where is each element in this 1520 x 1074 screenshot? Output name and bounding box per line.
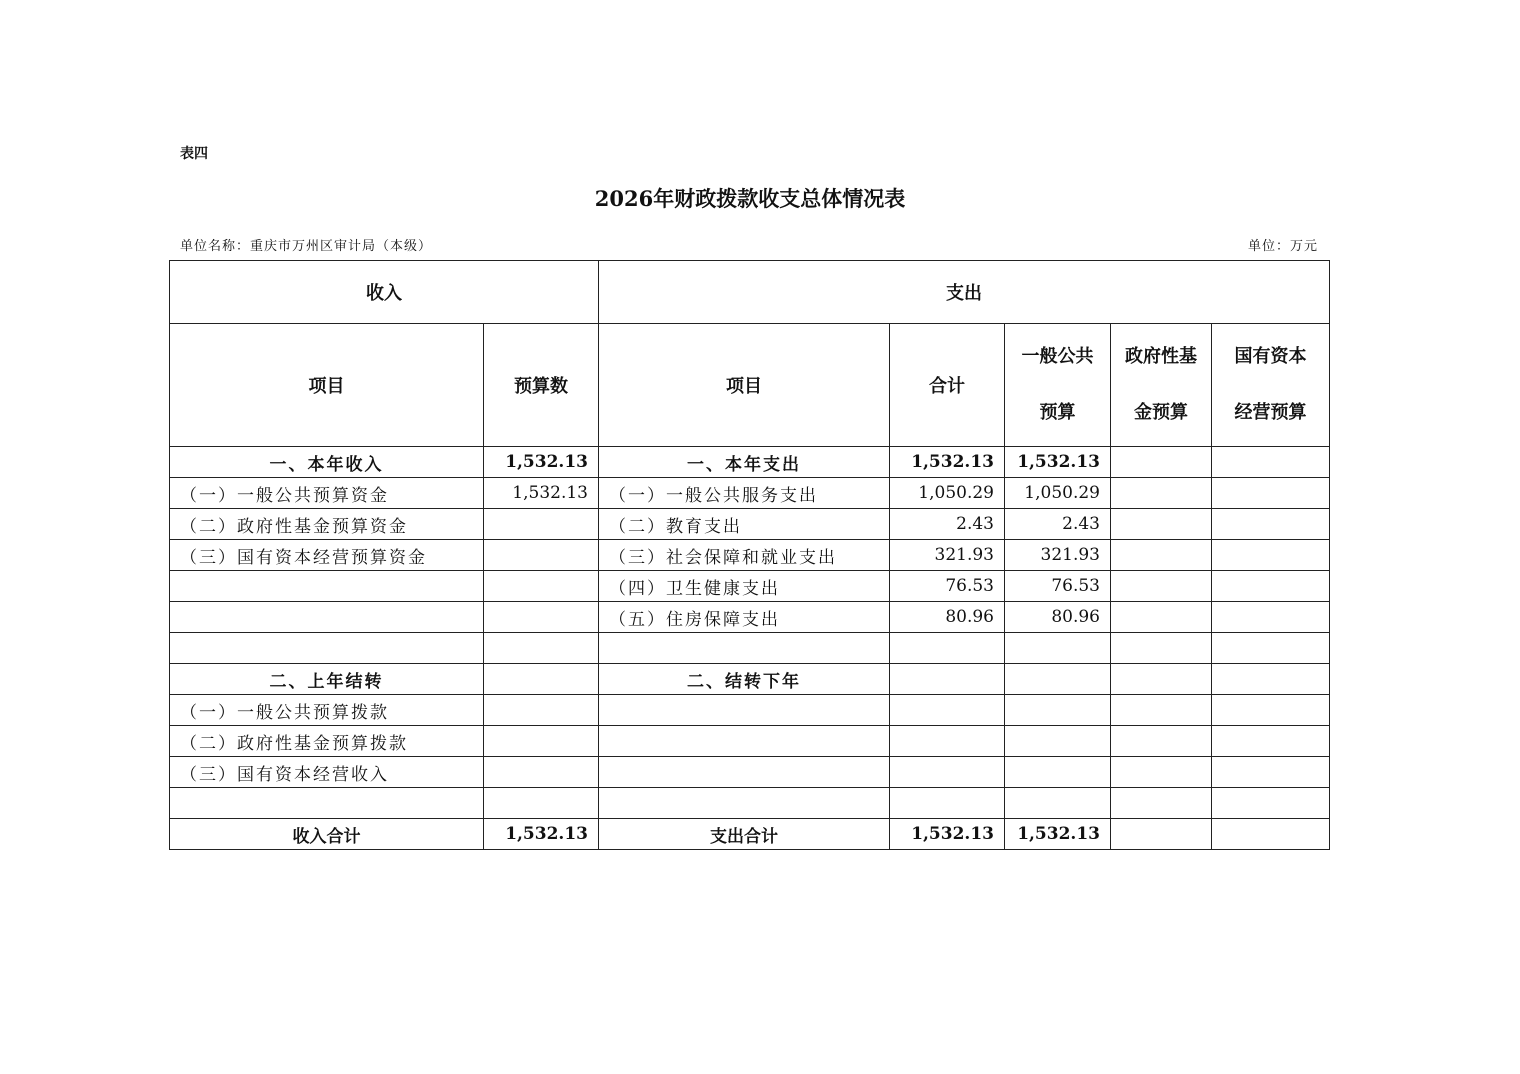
state-capital-cell [1212, 571, 1330, 602]
unit-name: 单位名称：重庆市万州区审计局（本级） [180, 239, 433, 254]
header-row-1 [170, 261, 1330, 324]
general-budget-cell: 2.43 [1005, 509, 1111, 540]
expense-item-cell [599, 695, 890, 726]
table-row [170, 509, 1330, 540]
gov-fund-cell [1111, 788, 1212, 819]
general-budget-cell: 1,532.13 [1005, 447, 1111, 478]
income-item-cell: （二）政府性基金预算资金 [170, 509, 484, 540]
income-item-cell: 收入合计 [170, 819, 484, 850]
general-budget-cell: 76.53 [1005, 571, 1111, 602]
table-number: 表四 [180, 146, 208, 162]
header-row-2 [170, 324, 1330, 447]
expense-item-cell: （四）卫生健康支出 [599, 571, 890, 602]
income-item-cell [170, 602, 484, 633]
income-amount-cell: 1,532.13 [484, 478, 599, 509]
general-budget-cell [1005, 664, 1111, 695]
total-cell [890, 757, 1005, 788]
total-cell: 1,050.29 [890, 478, 1005, 509]
gov-fund-cell [1111, 819, 1212, 850]
expense-item-cell [599, 788, 890, 819]
table-row [170, 447, 1330, 478]
state-capital-cell [1212, 633, 1330, 664]
income-item-header: 项目 [170, 324, 484, 447]
income-amount-cell [484, 540, 599, 571]
expense-item-cell [599, 726, 890, 757]
expense-item-cell: 一、本年支出 [599, 447, 890, 478]
table-row [170, 540, 1330, 571]
budget-amount-header: 预算数 [484, 324, 599, 447]
table-row [170, 571, 1330, 602]
income-amount-cell [484, 571, 599, 602]
income-item-cell: 二、上年结转 [170, 664, 484, 695]
total-cell: 76.53 [890, 571, 1005, 602]
expense-header: 支出 [599, 261, 1330, 324]
expense-item-cell: （五）住房保障支出 [599, 602, 890, 633]
gov-fund-cell [1111, 540, 1212, 571]
state-capital-cell [1212, 726, 1330, 757]
table-row [170, 726, 1330, 757]
total-cell [890, 788, 1005, 819]
state-capital-cell [1212, 602, 1330, 633]
general-budget-cell [1005, 695, 1111, 726]
general-budget-cell [1005, 788, 1111, 819]
general-budget-cell [1005, 726, 1111, 757]
income-amount-cell [484, 633, 599, 664]
total-cell: 1,532.13 [890, 447, 1005, 478]
expense-item-header: 项目 [599, 324, 890, 447]
total-cell [890, 664, 1005, 695]
income-header: 收入 [170, 261, 599, 324]
table-row [170, 788, 1330, 819]
gov-fund-cell [1111, 757, 1212, 788]
gov-fund-cell [1111, 726, 1212, 757]
expense-item-cell: （二）教育支出 [599, 509, 890, 540]
general-budget-cell [1005, 757, 1111, 788]
total-cell: 321.93 [890, 540, 1005, 571]
state-capital-cell [1212, 788, 1330, 819]
total-cell [890, 633, 1005, 664]
income-amount-cell: 1,532.13 [484, 447, 599, 478]
state-capital-cell [1212, 819, 1330, 850]
income-item-cell [170, 633, 484, 664]
total-header: 合计 [890, 324, 1005, 447]
general-budget-cell [1005, 633, 1111, 664]
gov-fund-cell [1111, 664, 1212, 695]
table-row [170, 602, 1330, 633]
total-cell: 80.96 [890, 602, 1005, 633]
general-budget-cell: 80.96 [1005, 602, 1111, 633]
state-capital-cell [1212, 478, 1330, 509]
expense-item-cell [599, 757, 890, 788]
income-item-cell: （三）国有资本经营收入 [170, 757, 484, 788]
expense-item-cell: 二、结转下年 [599, 664, 890, 695]
income-item-cell: 一、本年收入 [170, 447, 484, 478]
state-capital-cell [1212, 757, 1330, 788]
income-amount-cell [484, 757, 599, 788]
table-row [170, 757, 1330, 788]
gov-fund-cell [1111, 509, 1212, 540]
gov-fund-header: 政府性基 金预算 [1111, 324, 1212, 447]
gov-fund-cell [1111, 571, 1212, 602]
state-capital-cell [1212, 447, 1330, 478]
table-row [170, 478, 1330, 509]
gov-fund-cell [1111, 447, 1212, 478]
income-amount-cell: 1,532.13 [484, 819, 599, 850]
expense-item-cell: （一）一般公共服务支出 [599, 478, 890, 509]
income-amount-cell [484, 602, 599, 633]
income-item-cell [170, 571, 484, 602]
state-capital-cell [1212, 695, 1330, 726]
total-cell: 2.43 [890, 509, 1005, 540]
expense-item-cell: 支出合计 [599, 819, 890, 850]
general-budget-header: 一般公共 预算 [1005, 324, 1111, 447]
gov-fund-cell [1111, 478, 1212, 509]
income-amount-cell [484, 788, 599, 819]
total-cell: 1,532.13 [890, 819, 1005, 850]
total-cell [890, 695, 1005, 726]
state-capital-header: 国有资本 经营预算 [1212, 324, 1330, 447]
page-title: 2026年财政拨款收支总体情况表 [594, 186, 906, 211]
state-capital-cell [1212, 509, 1330, 540]
state-capital-cell [1212, 664, 1330, 695]
expense-item-cell [599, 633, 890, 664]
total-cell [890, 726, 1005, 757]
income-item-cell: （二）政府性基金预算拨款 [170, 726, 484, 757]
gov-fund-cell [1111, 695, 1212, 726]
budget-table [169, 260, 1330, 850]
general-budget-cell: 1,050.29 [1005, 478, 1111, 509]
state-capital-cell [1212, 540, 1330, 571]
expense-item-cell: （三）社会保障和就业支出 [599, 540, 890, 571]
income-item-cell: （一）一般公共预算资金 [170, 478, 484, 509]
income-item-cell: （三）国有资本经营预算资金 [170, 540, 484, 571]
general-budget-cell: 321.93 [1005, 540, 1111, 571]
income-item-cell [170, 788, 484, 819]
income-amount-cell [484, 509, 599, 540]
gov-fund-cell [1111, 633, 1212, 664]
gov-fund-cell [1111, 602, 1212, 633]
income-amount-cell [484, 695, 599, 726]
income-amount-cell [484, 726, 599, 757]
table-row [170, 664, 1330, 695]
income-item-cell: （一）一般公共预算拨款 [170, 695, 484, 726]
table-row [170, 633, 1330, 664]
unit-label: 单位：万元 [1247, 239, 1318, 254]
general-budget-cell: 1,532.13 [1005, 819, 1111, 850]
table-row [170, 819, 1330, 850]
table-row [170, 695, 1330, 726]
income-amount-cell [484, 664, 599, 695]
